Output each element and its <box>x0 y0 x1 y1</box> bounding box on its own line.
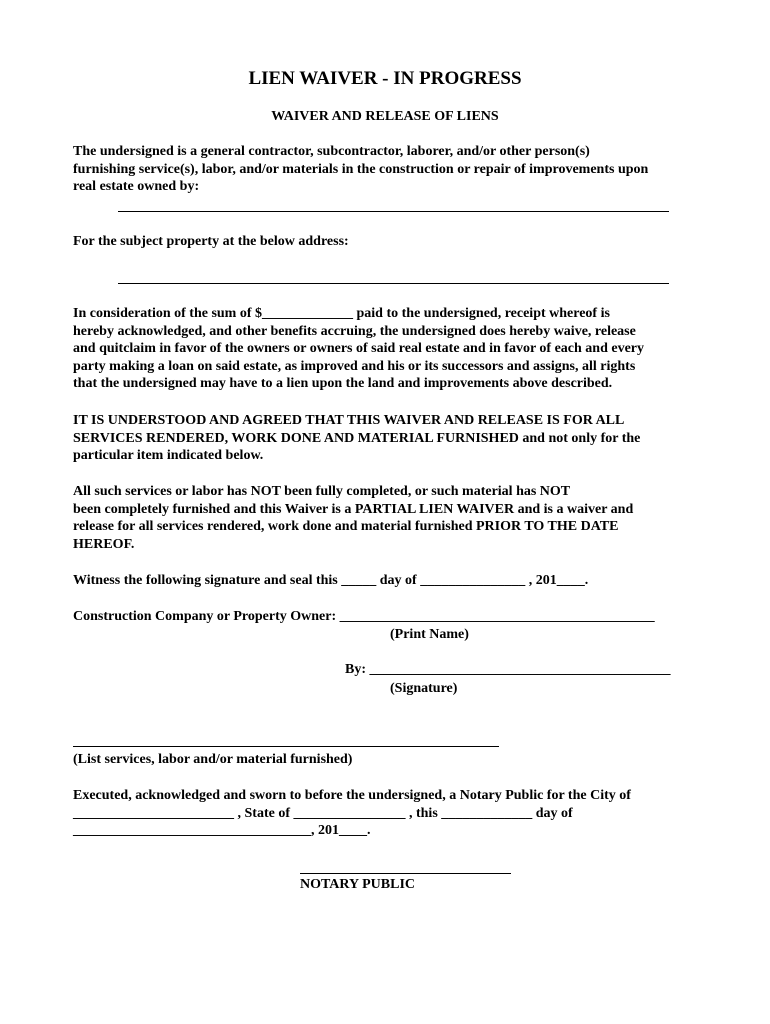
partial-line: been completely furnished and this Waiver is a PARTIAL LIEN WAIVER and is a waiver and <box>73 501 634 517</box>
consideration-paragraph <box>73 305 703 393</box>
company-owner-field[interactable]: Construction Company or Property Owner: _____________________________________________ <box>73 609 655 624</box>
services-line[interactable] <box>73 746 499 747</box>
consideration-line: and quitclaim in favor of the owners or owners of said real estate and in favor of each and every <box>73 341 644 356</box>
executed-line[interactable]: _______________________ , State of ________________ , this _____________ day of <box>73 805 573 821</box>
partial-line: All such services or labor has NOT been fully completed, or such material has NOT <box>73 484 571 499</box>
intro-paragraph <box>73 143 703 196</box>
consideration-line: In consideration of the sum of $_____________ paid to the undersigned, receipt whereof is <box>73 306 610 321</box>
signature-label: (Signature) <box>390 681 458 696</box>
consideration-line: party making a loan on said estate, as improved and his or its successors and assigns, all rights <box>73 358 636 374</box>
consideration-line: that the undersigned may have to a lien upon the land and improvements above described. <box>73 376 613 391</box>
understood-line: IT IS UNDERSTOOD AND AGREED THAT THIS WAIVER AND RELEASE IS FOR ALL <box>73 413 625 428</box>
intro-line: The undersigned is a general contractor, subcontractor, laborer, and/or other person(s) <box>73 144 590 159</box>
document-title: LIEN WAIVER - IN PROGRESS <box>248 68 522 89</box>
understood-line: SERVICES RENDERED, WORK DONE AND MATERIAL FURNISHED and not only for the <box>73 430 641 446</box>
partial-line: release for all services rendered, work done and material furnished PRIOR TO THE DATE <box>73 519 619 534</box>
partial-paragraph <box>73 483 703 553</box>
notary-signature-line[interactable] <box>300 873 511 874</box>
print-name-label: (Print Name) <box>390 627 469 642</box>
list-services-label: (List services, labor and/or material furnished) <box>73 752 353 767</box>
document-subtitle: WAIVER AND RELEASE OF LIENS <box>271 109 499 124</box>
executed-line[interactable]: __________________________________, 201____. <box>73 823 371 838</box>
partial-line: HEREOF. <box>73 536 135 552</box>
executed-paragraph[interactable] <box>73 787 703 840</box>
subject-property-label: For the subject property at the below address: <box>73 234 349 249</box>
understood-line: particular item indicated below. <box>73 448 264 463</box>
signature-field[interactable]: By: ___________________________________________ <box>345 662 671 677</box>
witness-line[interactable]: Witness the following signature and seal this _____ day of _______________ , 201____. <box>73 573 589 588</box>
consideration-line: hereby acknowledged, and other benefits accruing, the undersigned does hereby waive, release <box>73 323 636 339</box>
understood-paragraph <box>73 412 703 465</box>
property-address-line[interactable] <box>118 283 669 284</box>
intro-line: furnishing service(s), labor, and/or materials in the construction or repair of improvements upon <box>73 161 649 177</box>
executed-line: Executed, acknowledged and sworn to before the undersigned, a Notary Public for the City of <box>73 788 631 803</box>
owner-name-line[interactable] <box>118 211 669 212</box>
notary-public-label: NOTARY PUBLIC <box>300 877 416 892</box>
intro-line: real estate owned by: <box>73 179 200 194</box>
